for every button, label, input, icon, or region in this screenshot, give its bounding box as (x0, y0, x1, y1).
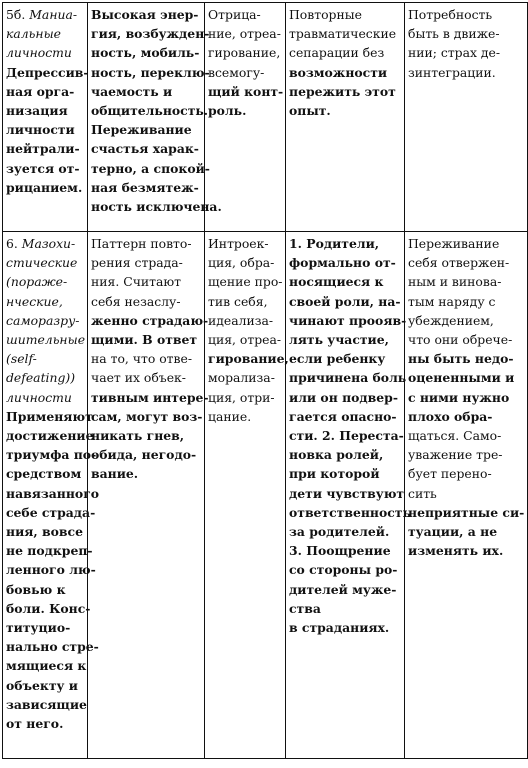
cell-line: себя незаслу- (91, 293, 181, 309)
type-description-line: рицанием. (6, 179, 83, 195)
cell-line: новка ролей, (289, 447, 384, 463)
type-name-line: саморазру- (6, 312, 80, 328)
characteristics-cell (88, 3, 222, 232)
type-name-line: defeating)) (6, 370, 76, 386)
cell-line: Высокая энер- (91, 7, 199, 22)
cell-line: ства (289, 600, 321, 616)
type-name-line: нческие, (6, 293, 63, 309)
cell-line: туации, а не (408, 524, 498, 540)
defenses-cell (205, 232, 289, 759)
cell-line: со стороны ро- (289, 562, 398, 578)
cell-line: неприятные си- (408, 504, 525, 520)
cell-line: чаемость и (91, 83, 173, 99)
cell-line: формально от- (289, 255, 396, 271)
type-description-line: мящиеся к (6, 658, 87, 674)
cell-line: с ними нужно (408, 389, 510, 405)
cell-line: морализа- (208, 370, 275, 386)
type-name-line: (self- (6, 351, 37, 367)
personality-type-cell (3, 232, 100, 759)
cell-line: ность, переклю- (91, 64, 210, 80)
cell-line: быть в движе- (408, 26, 500, 42)
cell-line: ция, отри- (208, 389, 275, 405)
cell-line: чинают проояв- (289, 312, 407, 328)
cell-line: своей роли, на- (289, 293, 401, 309)
cell-line: вание. (91, 466, 139, 482)
cell-line: цание. (208, 408, 252, 424)
cell-line: женно страдаю- (91, 312, 209, 328)
cell-line: щими. В ответ (91, 332, 198, 348)
cell-line: Переживание (91, 122, 192, 138)
type-name-line: Маниа- (29, 7, 78, 22)
cell-line: 1. Родители, (289, 236, 380, 251)
cell-line: плохо обра- (408, 408, 493, 424)
cell-line: пережить этот (289, 83, 396, 99)
cell-line: ние, отреа- (208, 26, 281, 42)
cell-line: рения страда- (91, 255, 183, 271)
type-description-line: ния, вовсе (6, 524, 83, 540)
cell-line: носящиеся к (289, 274, 384, 290)
cell-line: бует перено- (408, 466, 492, 482)
cell-line: Интроек- (208, 236, 269, 251)
cell-line: Переживание (408, 236, 500, 251)
psychology-table (2, 2, 528, 759)
type-number: 5б. (6, 7, 26, 22)
cell-line: что они обрече- (408, 332, 513, 348)
cell-line: на то, что отве- (91, 351, 193, 367)
type-description-line: себе страда- (6, 504, 96, 520)
type-name-line: (пораже- (6, 274, 68, 290)
cell-line: идеализа- (208, 312, 274, 328)
table-row (3, 232, 528, 759)
cell-line: всемогу- (208, 64, 265, 80)
cell-line: щение про- (208, 274, 283, 290)
cell-line: сить (408, 485, 437, 501)
cell-line: возможности (289, 64, 388, 80)
cell-line: 3. Поощрение (289, 543, 391, 559)
type-heading-line (6, 234, 84, 253)
cell-line: за родителей. (289, 524, 390, 540)
type-description-line: низация (6, 103, 68, 119)
cell-line: или он подвер- (289, 389, 398, 405)
cell-line: себя отвержен- (408, 255, 510, 271)
type-name-line: Мазохи- (21, 236, 76, 251)
cell-line: сти. 2. Переста- (289, 428, 404, 444)
cell-line: гия, возбужден- (91, 26, 210, 42)
cell-line: тым наряду с (408, 293, 496, 309)
type-description-line: от него. (6, 716, 64, 732)
cell-line: счастья харак- (91, 141, 199, 157)
cell-line: роль. (208, 103, 247, 119)
type-name-line: личности (6, 45, 72, 61)
experience-cell (405, 3, 528, 232)
type-description-line: титуцио- (6, 620, 71, 636)
cell-line: опыт. (289, 103, 331, 119)
cell-line: убеждением, (408, 312, 494, 328)
type-description-line: бовью к (6, 581, 66, 597)
type-name-line: шительные (6, 332, 86, 348)
type-description-line: нально стре- (6, 639, 99, 655)
type-description-line: навязанного (6, 485, 100, 501)
type-description-line: нейтрали- (6, 141, 80, 157)
type-name-line: личности (6, 389, 72, 405)
experience-cell (405, 232, 528, 759)
type-description-line: ленного лю- (6, 562, 96, 578)
cell-line: ность исключена. (91, 199, 222, 215)
cell-line: в страданиях. (289, 620, 390, 636)
cell-line: Отрица- (208, 7, 261, 22)
table-row (3, 3, 528, 232)
cell-line: сам, могут воз- (91, 408, 203, 424)
type-description-line: боли. Конс- (6, 600, 91, 616)
type-description-line: зуется от- (6, 160, 80, 176)
cell-line: щаться. Само- (408, 428, 502, 444)
cell-line: если ребенку (289, 351, 386, 367)
type-description-line: достижение (6, 428, 94, 444)
cell-line: ным и винова- (408, 274, 502, 290)
cell-line: изменять их. (408, 543, 504, 559)
cell-line: ция, отреа- (208, 332, 282, 348)
cell-line: дителей муже- (289, 581, 397, 597)
cell-line: Повторные (289, 7, 362, 22)
characteristics-cell (88, 232, 209, 759)
type-description-line: не подкреп- (6, 543, 93, 559)
type-description-line: Депрессив- (6, 64, 89, 80)
cell-line: чает их объек- (91, 370, 186, 386)
cell-line: обида, негодо- (91, 447, 197, 463)
cell-line: зинтеграции. (408, 64, 496, 80)
cell-line: ния. Считают (91, 274, 182, 290)
cell-line: ная безмятеж- (91, 179, 199, 195)
cell-line: ны быть недо- (408, 351, 514, 367)
cell-line: гирование, (208, 45, 281, 61)
cell-line: ность, мобиль- (91, 45, 200, 61)
type-number: 6. (6, 236, 18, 251)
cell-line: причинена боль (289, 370, 407, 386)
type-description-line: личности (6, 122, 75, 138)
cell-line: дети чувствуют (289, 485, 405, 501)
cell-line: тив себя, (208, 293, 268, 309)
defenses-cell (205, 3, 286, 232)
type-heading-line (6, 5, 84, 24)
type-description-line: зависящие (6, 696, 87, 712)
cell-line: лять участие, (289, 332, 389, 348)
cell-line: травматические (289, 26, 397, 42)
type-description-line: объекту и (6, 677, 78, 693)
cell-line: нии; страх де- (408, 45, 501, 61)
cell-line: гается опасно- (289, 408, 397, 424)
type-description-line: средством (6, 466, 82, 482)
type-name-line: стические (6, 255, 78, 271)
cell-line: сепарации без (289, 45, 385, 61)
type-description-line: ная орга- (6, 83, 75, 99)
cell-line: при которой (289, 466, 380, 482)
type-name-line: кальные (6, 26, 62, 42)
cell-line: Потребность (408, 7, 493, 22)
cell-line: общительность. (91, 103, 209, 119)
personality-type-cell (3, 3, 88, 232)
type-description-line: Применяют (6, 408, 93, 424)
cell-line: тивным интере- (91, 389, 209, 405)
cell-line: ответственность (289, 504, 411, 520)
type-description-line: триумфа по- (6, 447, 97, 463)
cell-line: Паттерн повто- (91, 236, 192, 251)
cell-line: гирование, (208, 351, 289, 367)
cell-line: уважение тре- (408, 447, 503, 463)
cell-line: ция, обра- (208, 255, 275, 271)
cell-line: оцененными и (408, 370, 515, 386)
cell-line: щий конт- (208, 83, 284, 99)
origins-cell (286, 3, 405, 232)
origins-cell (286, 232, 411, 759)
cell-line: терно, а спокой- (91, 160, 210, 176)
cell-line: никать гнев, (91, 428, 185, 444)
